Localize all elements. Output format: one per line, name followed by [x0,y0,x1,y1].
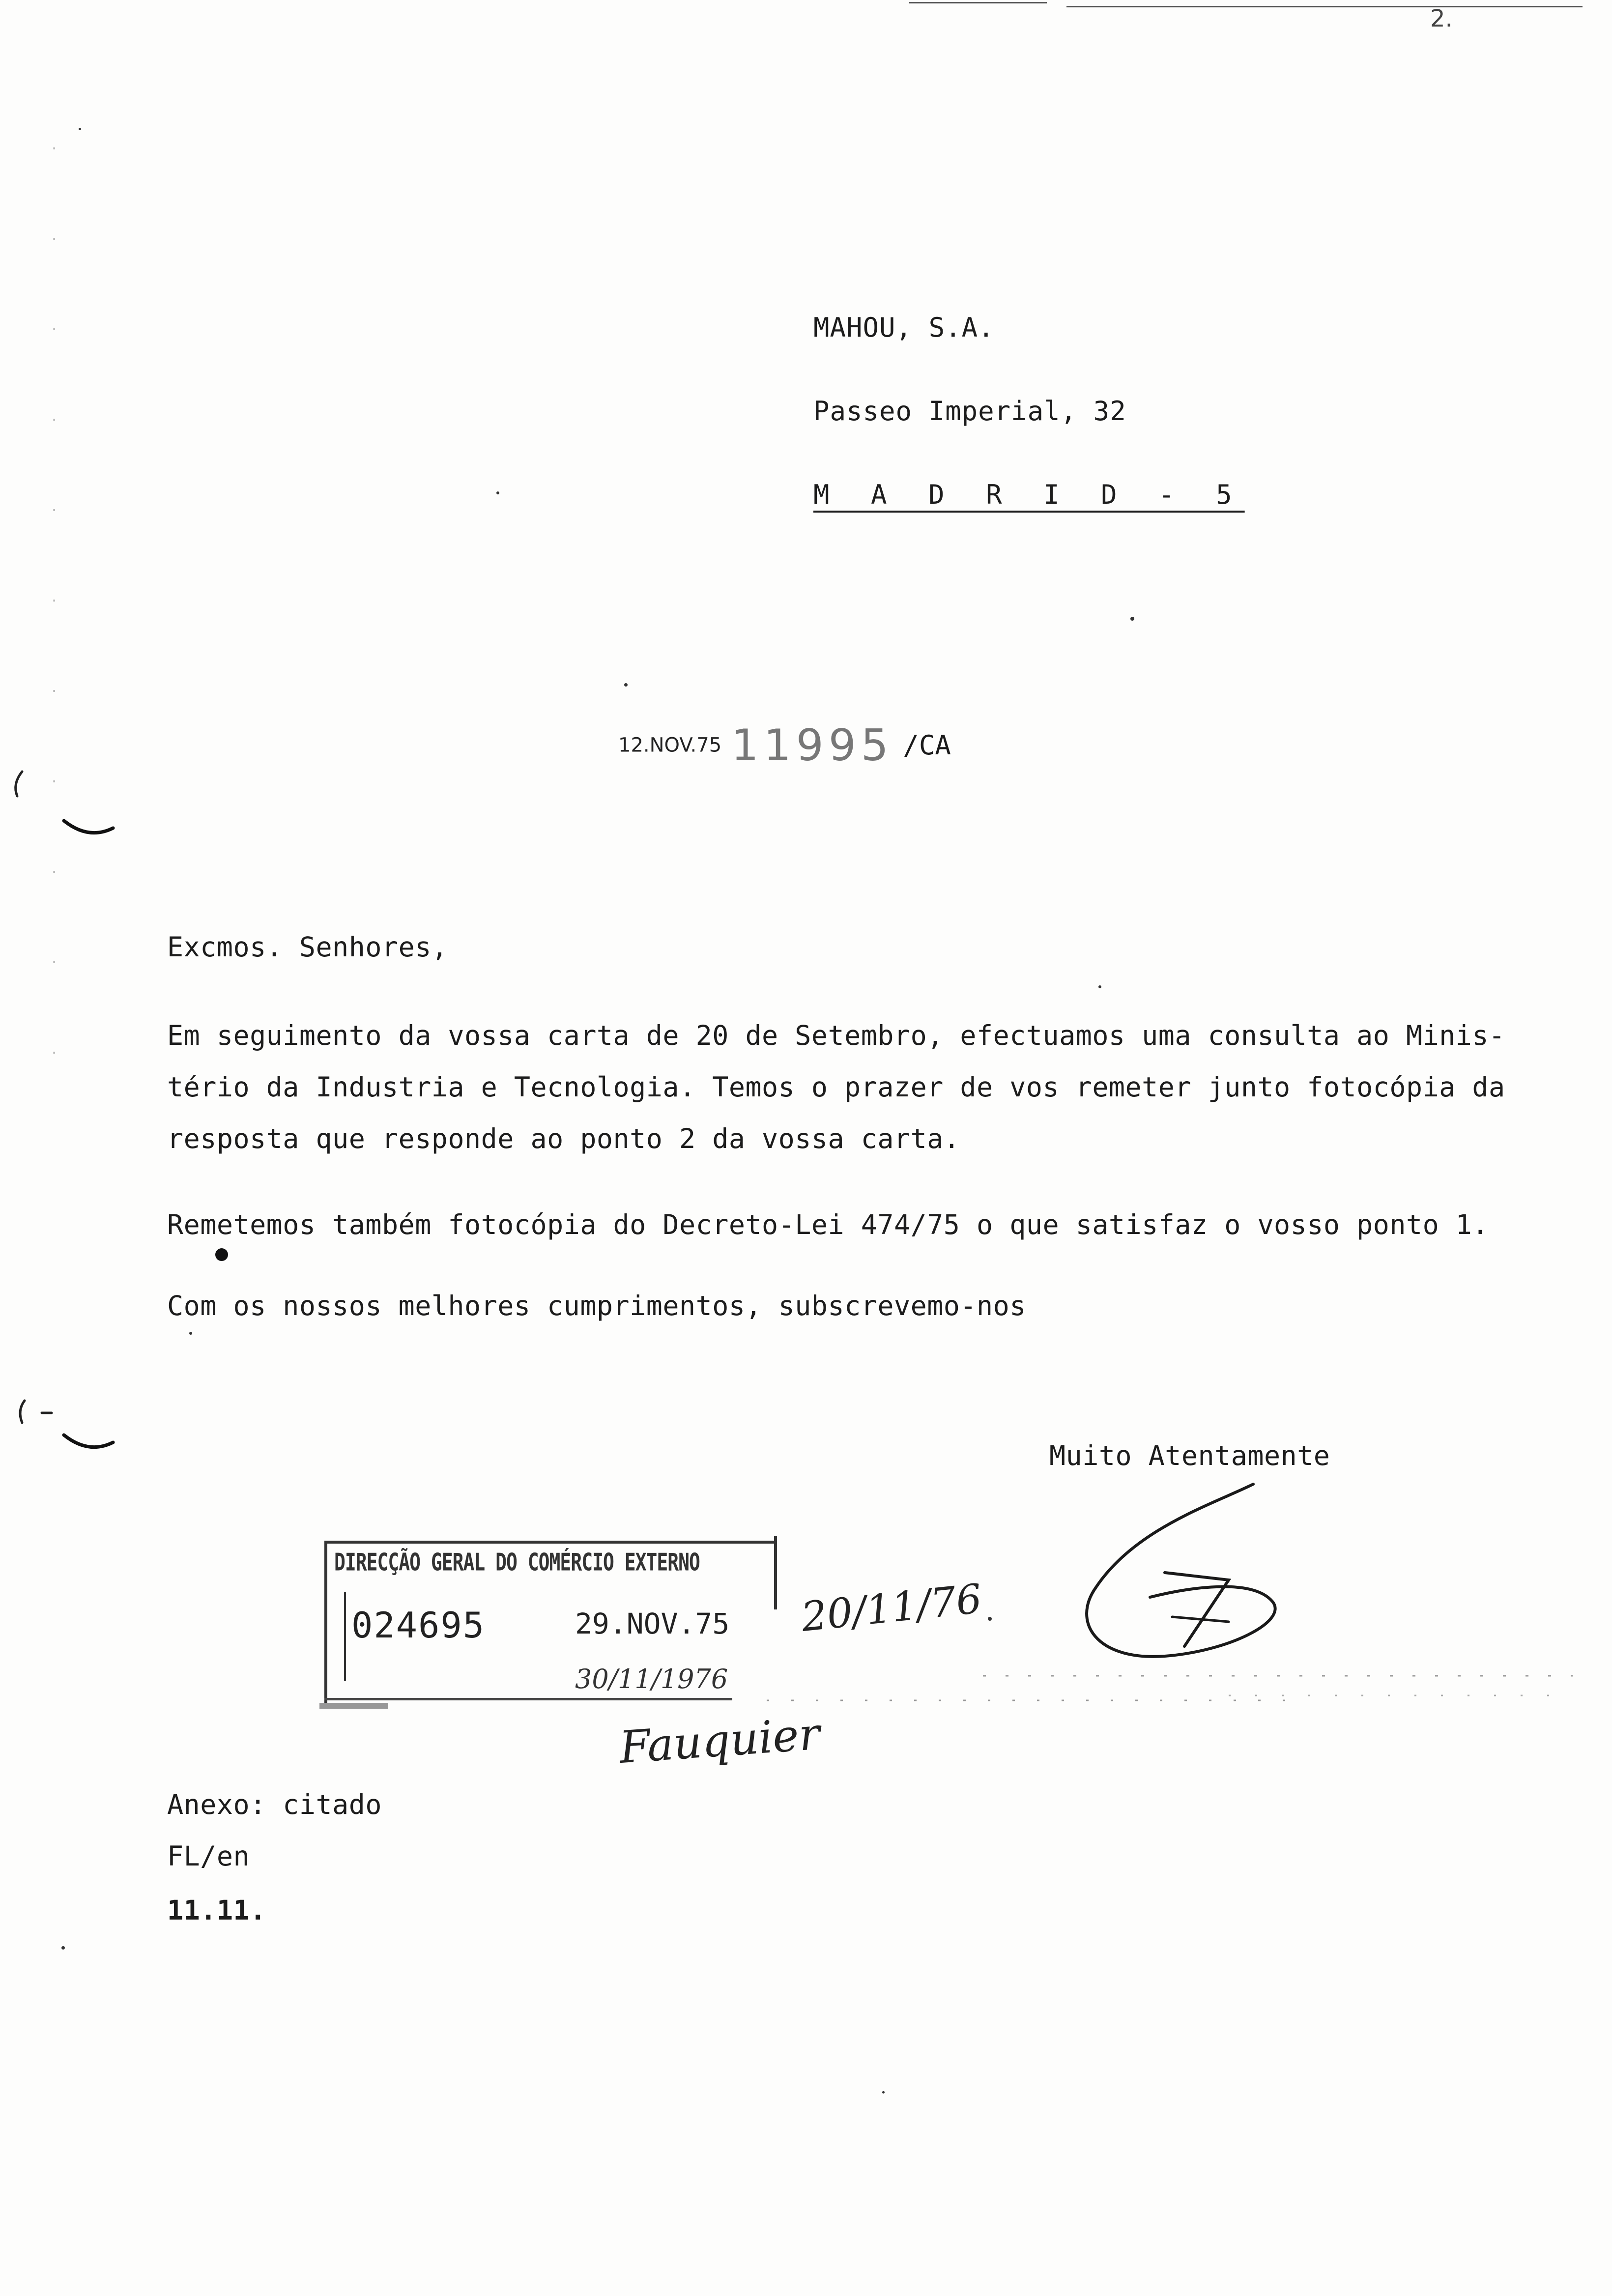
scan-noise [767,1691,1307,1710]
margin-mark [12,1396,61,1435]
stamp-entry-number: 024695 [351,1605,486,1646]
page-number-mark: 2. [1430,5,1453,32]
scan-speck [1130,617,1134,621]
salutation: Excmos. Senhores, [167,931,448,963]
closing-line: Com os nossos melhores cumprimentos, subscrevemo-nos [167,1290,1026,1321]
reference-stamp-date: 12.NOV.75 [618,734,722,757]
annex-line: Anexo: citado [167,1789,382,1820]
recipient-city: M A D R I D - 5 [813,479,1245,510]
scan-speck [624,683,628,687]
margin-mark [59,1425,118,1464]
typist-initials: FL/en [167,1840,250,1872]
paragraph-line: Remetemos também fotocópia do Decreto-Lei 474/75 o que satisfaz o vosso ponto 1. [167,1209,1489,1240]
scan-speck [189,1332,192,1335]
date-code: 11.11. [167,1894,266,1926]
reference-suffix: /CA [903,730,951,761]
recipient-street: Passeo Imperial, 32 [813,396,1126,427]
handwritten-initials: Fauquier [617,1708,822,1774]
margin-mark [7,767,37,806]
scan-speck [496,491,499,494]
sign-off: Muito Atentamente [1049,1440,1330,1471]
received-stamp [319,1528,786,1725]
signature [1066,1474,1293,1671]
scan-edge-line [1066,6,1583,7]
scan-speck [215,1248,228,1261]
paragraph-line: tério da Industria e Tecnologia. Temos o prazer de vos remeter junto fotocópia da [167,1071,1505,1103]
handwritten-date: 20/11/76 [799,1576,984,1641]
stamp-header: DIRECÇÃO GERAL DO COMÉRCIO EXTERNO [334,1548,700,1577]
scan-noise [47,147,61,1130]
scan-edge-line [909,2,1047,3]
reference-number: 11995 [731,720,893,771]
scan-speck [1098,985,1101,988]
stamp-date: 29.NOV.75 [575,1607,730,1640]
scan-speck [61,1946,65,1950]
scan-speck [79,128,81,130]
paragraph-line: resposta que responde ao ponto 2 da vossa carta. [167,1123,960,1154]
paragraph-line: Em seguimento da vossa carta de 20 de Setembro, efectuamos uma consulta ao Minis- [167,1020,1505,1051]
stamp-handwritten-note: 30/11/1976 [575,1664,728,1694]
scan-speck [882,2091,885,2094]
scan-speck [988,1617,992,1621]
recipient-company: MAHOU, S.A. [813,312,995,343]
reference-line [618,720,951,771]
margin-mark [59,811,118,850]
